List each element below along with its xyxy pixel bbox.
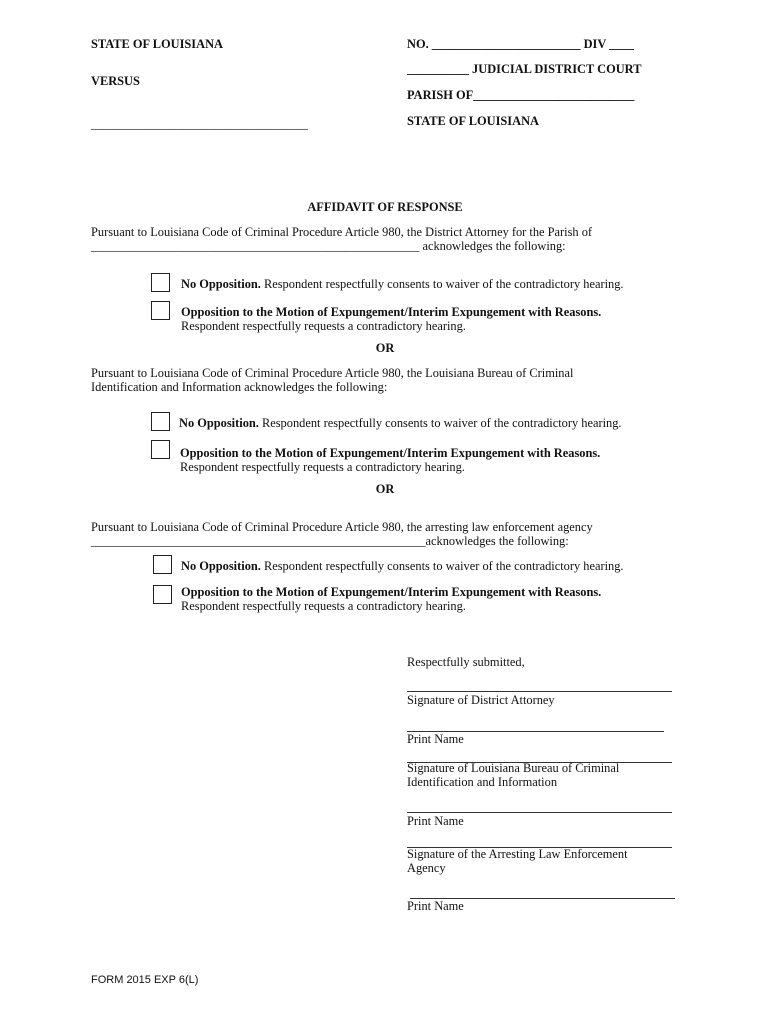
option-text: Respondent respectfully consents to waiver of the contradictory hearing.	[260, 559, 624, 573]
option-text: Respondent respectfully requests a contradictory hearing.	[181, 319, 466, 333]
intro-line: Pursuant to Louisiana Code of Criminal Procedure Article 980, the Louisiana Bureau of Criminal	[91, 366, 574, 380]
section-bci-intro	[91, 366, 573, 394]
agency-opposition-option	[181, 585, 601, 613]
da-opposition-checkbox[interactable]	[151, 301, 170, 320]
or-separator: OR	[375, 341, 395, 355]
da-signature-label: Signature of District Attorney	[407, 693, 555, 707]
versus-label: VERSUS	[91, 74, 140, 88]
state-left-label: STATE OF LOUISIANA	[91, 37, 223, 51]
case-number-line[interactable]: NO. ________________________ DIV ____	[407, 37, 634, 51]
respectfully-submitted: Respectfully submitted,	[407, 655, 525, 669]
court-line[interactable]: __________ JUDICIAL DISTRICT COURT	[407, 62, 642, 76]
print-name-line[interactable]	[407, 812, 672, 813]
bci-opposition-option	[180, 446, 600, 474]
print-name-label: Print Name	[407, 899, 464, 913]
section-agency-intro	[91, 520, 593, 548]
da-no-opposition-checkbox[interactable]	[151, 273, 170, 292]
party-name-blank[interactable]: ___________________________________	[91, 117, 308, 131]
page-title: AFFIDAVIT OF RESPONSE	[307, 200, 463, 214]
bci-no-opposition-checkbox[interactable]	[151, 412, 170, 431]
option-text: Respondent respectfully consents to waiver of the contradictory hearing.	[260, 277, 624, 291]
agency-no-opposition-option	[181, 559, 624, 573]
option-text: Respondent respectfully consents to waiver of the contradictory hearing.	[258, 416, 622, 430]
signature-label-line: Signature of Louisiana Bureau of Criminal	[407, 761, 620, 775]
da-signature-line[interactable]	[407, 691, 672, 692]
signature-label-line: Signature of the Arresting Law Enforcement	[407, 847, 628, 861]
bci-signature-label	[407, 762, 619, 789]
option-label: No Opposition.	[181, 277, 261, 291]
bci-opposition-checkbox[interactable]	[151, 440, 170, 459]
da-no-opposition-option	[181, 277, 624, 291]
agency-no-opposition-checkbox[interactable]	[153, 555, 172, 574]
intro-line: Identification and Information acknowledges the following:	[91, 380, 388, 394]
state-right-label: STATE OF LOUISIANA	[407, 114, 539, 128]
parish-line[interactable]: PARISH OF__________________________	[407, 88, 635, 102]
option-label: Opposition to the Motion of Expungement/Interim Expungement with Reasons.	[180, 446, 601, 460]
signature-label-line: Agency	[407, 860, 446, 875]
or-separator: OR	[375, 482, 395, 496]
agency-signature-label	[407, 848, 628, 875]
section-da-intro	[91, 225, 592, 253]
form-number-footer: FORM 2015 EXP 6(L)	[91, 974, 199, 986]
print-name-label: Print Name	[407, 814, 464, 828]
intro-line: Pursuant to Louisiana Code of Criminal Procedure Article 980, the District Attorney for the Parish of	[91, 225, 593, 239]
option-label: No Opposition.	[181, 559, 261, 573]
agency-opposition-checkbox[interactable]	[153, 585, 172, 604]
option-label: Opposition to the Motion of Expungement/Interim Expungement with Reasons.	[181, 585, 602, 599]
intro-line: _____________________________________________________ acknowledges the following:	[91, 239, 566, 253]
option-text: Respondent respectfully requests a contradictory hearing.	[180, 460, 465, 474]
da-opposition-option	[181, 305, 601, 333]
option-label: No Opposition.	[179, 416, 259, 430]
option-text: Respondent respectfully requests a contradictory hearing.	[181, 599, 466, 613]
intro-line: ______________________________________________________acknowledges the following:	[91, 534, 569, 548]
signature-label-line: Identification and Information	[407, 774, 558, 789]
intro-line: Pursuant to Louisiana Code of Criminal Procedure Article 980, the arresting law enforcement agency	[91, 520, 593, 534]
bci-no-opposition-option	[179, 416, 622, 430]
option-label: Opposition to the Motion of Expungement/Interim Expungement with Reasons.	[181, 305, 602, 319]
print-name-label: Print Name	[407, 732, 464, 746]
